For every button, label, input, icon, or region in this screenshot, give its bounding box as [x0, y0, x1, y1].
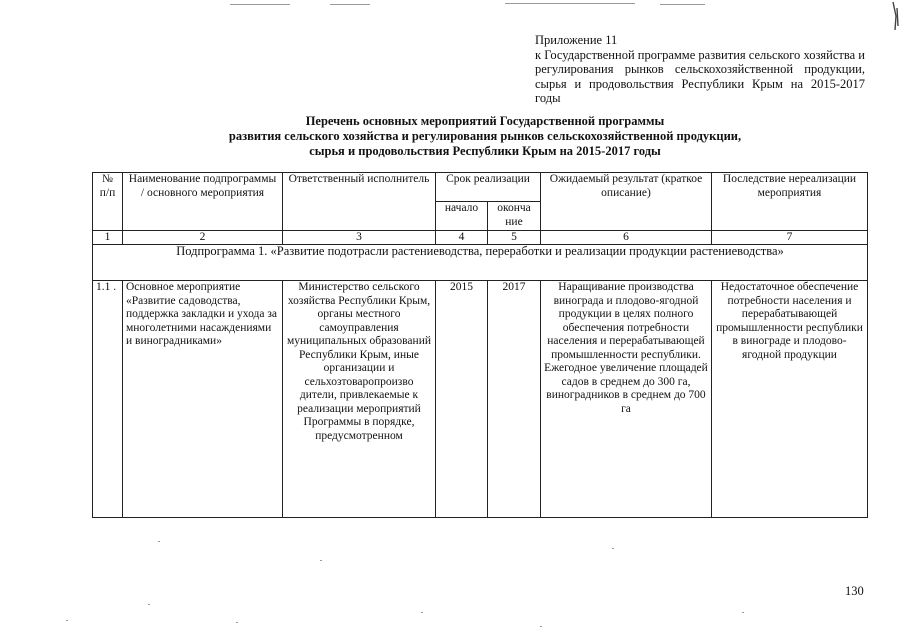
header-result: Ожидаемый результат (краткое описание): [541, 173, 712, 231]
row-name: Основное мероприятие «Развитие садоводства, поддержка закладки и ухода за многолетними насаждениями и виноградниками»: [123, 281, 283, 518]
header-end: оконча ние: [488, 202, 541, 231]
scan-speck: [742, 612, 744, 613]
header-consequence: Последствие нереализации мероприятия: [712, 173, 868, 231]
column-number: 7: [712, 231, 868, 245]
header-period: Срок реализации: [436, 173, 541, 202]
measures-table: [92, 172, 868, 518]
subprogram-row: [93, 245, 868, 281]
scan-artifact-line: [505, 3, 635, 4]
scan-speck: [421, 612, 423, 613]
appendix-note: [535, 33, 865, 106]
scan-speck: [236, 622, 238, 623]
subprogram-title: Подпрограмма 1. «Развитие подотрасли растениеводства, переработки и реализации продукции растениеводства»: [93, 245, 868, 281]
appendix-title: Приложение 11: [535, 33, 618, 47]
scan-speck: [148, 604, 150, 605]
document-title-line: развития сельского хозяйства и регулирования рынков сельскохозяйственной продукции,: [228, 129, 742, 143]
scan-speck: [158, 541, 160, 542]
scan-artifact-line: [660, 4, 705, 5]
column-number: 5: [488, 231, 541, 245]
row-result: Наращивание производства винограда и плодово-ягодной продукции в целях полного обеспечения потребности населения и перерабатывающей промышленности республики. Ежегодное увеличение площадей садов в среднем до 300 га, виноградников в среднем до 700 га: [541, 281, 712, 518]
scan-speck: [320, 560, 322, 561]
column-number: 1: [93, 231, 123, 245]
column-number: 4: [436, 231, 488, 245]
row-consequence: Недостаточное обеспечение потребности населения и перерабатывающей промышленности республики в винограде и плодово-ягодной продукции: [712, 281, 868, 518]
row-end: 2017: [488, 281, 541, 518]
scan-artifact-line: [330, 4, 370, 5]
header-name: Наименование подпрограммы / основного мероприятия: [123, 173, 283, 231]
document-title-line: сырья и продовольствия Республики Крым на 2015-2017 годы: [309, 144, 661, 158]
row-executor: Министерство сельского хозяйства Республики Крым, органы местного самоуправления муниципальных образований Республики Крым, иные организации и сельхозтоваропроизво дители, привлекаемые к реализации мероприятий Программы в порядке, предусмотренном: [283, 281, 436, 518]
header-start: начало: [436, 202, 488, 231]
column-number: 3: [283, 231, 436, 245]
document-title-line: Перечень основных мероприятий Государственной программы: [305, 114, 665, 128]
header-num: № п/п: [93, 173, 123, 231]
page-number: 130: [845, 584, 864, 598]
row-start: 2015: [436, 281, 488, 518]
scan-speck: [612, 548, 614, 549]
table-row: [93, 281, 868, 518]
column-number: 6: [541, 231, 712, 245]
table-header-row: [93, 173, 868, 202]
column-number-row: [93, 231, 868, 245]
document-title: [140, 114, 830, 159]
column-number: 2: [123, 231, 283, 245]
header-executor: Ответственный исполнитель: [283, 173, 436, 231]
scan-edge-mark: [891, 0, 901, 34]
row-num: 1.1 .: [93, 281, 123, 518]
appendix-body: к Государственной программе развития сельского хозяйства и регулирования рынков сельскохозяйственной продукции, сырья и продовольствия Республики Крым на 2015-2017 годы: [535, 47, 865, 105]
scan-speck: [540, 626, 542, 627]
scan-artifact-line: [230, 4, 290, 5]
scan-speck: [66, 620, 68, 621]
